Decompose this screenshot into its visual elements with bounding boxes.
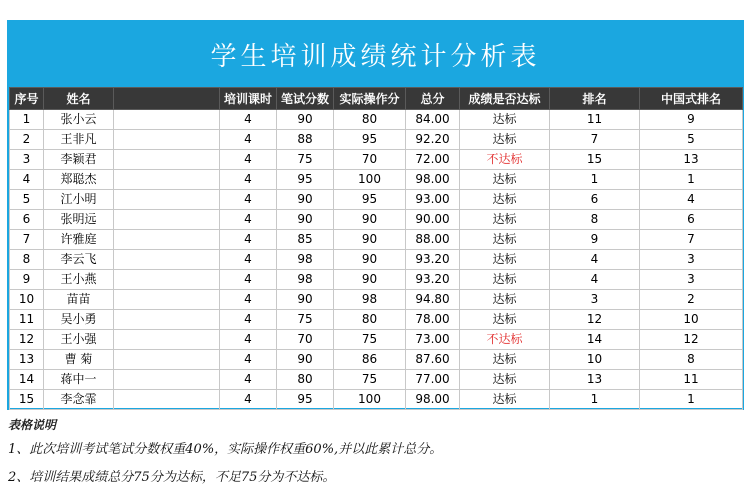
cell-rank: 6 <box>550 190 640 210</box>
cell-cn-rank: 7 <box>640 230 743 250</box>
cell-status: 不达标 <box>460 150 550 170</box>
cell-written: 98 <box>277 270 334 290</box>
cell-cn-rank: 10 <box>640 310 743 330</box>
cell-no: 9 <box>10 270 44 290</box>
cell-practical: 98 <box>334 290 406 310</box>
cell-name: 吴小勇 <box>44 310 114 330</box>
cell-blank <box>114 250 220 270</box>
cell-hours: 4 <box>220 390 277 410</box>
cell-rank: 7 <box>550 130 640 150</box>
cell-no: 8 <box>10 250 44 270</box>
cell-blank <box>114 350 220 370</box>
cell-rank: 4 <box>550 270 640 290</box>
cell-hours: 4 <box>220 210 277 230</box>
cell-no: 15 <box>10 390 44 410</box>
cell-cn-rank: 5 <box>640 130 743 150</box>
cell-status: 达标 <box>460 250 550 270</box>
cell-blank <box>114 230 220 250</box>
cell-practical: 90 <box>334 230 406 250</box>
cell-status: 达标 <box>460 370 550 390</box>
header-no: 序号 <box>10 88 44 110</box>
table-row <box>10 130 743 150</box>
cell-blank <box>114 150 220 170</box>
cell-blank <box>114 270 220 290</box>
cell-hours: 4 <box>220 270 277 290</box>
cell-written: 90 <box>277 350 334 370</box>
cell-total: 78.00 <box>406 310 460 330</box>
header-cn-rank: 中国式排名 <box>640 88 743 110</box>
cell-no: 1 <box>10 110 44 130</box>
cell-blank <box>114 390 220 410</box>
cell-total: 84.00 <box>406 110 460 130</box>
table-row <box>10 170 743 190</box>
table-row <box>10 270 743 290</box>
cell-name: 苗苗 <box>44 290 114 310</box>
cell-written: 75 <box>277 310 334 330</box>
header-name: 姓名 <box>44 88 114 110</box>
header-written: 笔试分数 <box>277 88 334 110</box>
header-practical: 实际操作分 <box>334 88 406 110</box>
cell-rank: 11 <box>550 110 640 130</box>
cell-total: 92.20 <box>406 130 460 150</box>
cell-total: 93.00 <box>406 190 460 210</box>
cell-name: 张明远 <box>44 210 114 230</box>
cell-practical: 90 <box>334 270 406 290</box>
cell-cn-rank: 6 <box>640 210 743 230</box>
cell-rank: 9 <box>550 230 640 250</box>
cell-hours: 4 <box>220 310 277 330</box>
cell-practical: 80 <box>334 110 406 130</box>
cell-rank: 8 <box>550 210 640 230</box>
cell-practical: 75 <box>334 330 406 350</box>
cell-practical: 90 <box>334 210 406 230</box>
cell-no: 6 <box>10 210 44 230</box>
header-rank: 排名 <box>550 88 640 110</box>
cell-cn-rank: 2 <box>640 290 743 310</box>
cell-hours: 4 <box>220 250 277 270</box>
cell-hours: 4 <box>220 150 277 170</box>
cell-practical: 86 <box>334 350 406 370</box>
cell-total: 87.60 <box>406 350 460 370</box>
cell-practical: 100 <box>334 390 406 410</box>
cell-no: 14 <box>10 370 44 390</box>
cell-rank: 4 <box>550 250 640 270</box>
cell-name: 王非凡 <box>44 130 114 150</box>
cell-status: 达标 <box>460 130 550 150</box>
cell-cn-rank: 9 <box>640 110 743 130</box>
cell-practical: 90 <box>334 250 406 270</box>
cell-written: 85 <box>277 230 334 250</box>
table-row <box>10 350 743 370</box>
cell-blank <box>114 170 220 190</box>
cell-no: 7 <box>10 230 44 250</box>
cell-no: 10 <box>10 290 44 310</box>
cell-written: 98 <box>277 250 334 270</box>
cell-written: 90 <box>277 190 334 210</box>
cell-written: 75 <box>277 150 334 170</box>
cell-total: 88.00 <box>406 230 460 250</box>
cell-status: 达标 <box>460 310 550 330</box>
cell-status: 达标 <box>460 350 550 370</box>
cell-name: 王小强 <box>44 330 114 350</box>
cell-total: 93.20 <box>406 270 460 290</box>
cell-cn-rank: 1 <box>640 170 743 190</box>
cell-name: 郑聪杰 <box>44 170 114 190</box>
cell-blank <box>114 330 220 350</box>
cell-total: 90.00 <box>406 210 460 230</box>
notes-title: 表格说明 <box>8 418 57 432</box>
table-row <box>10 110 743 130</box>
cell-rank: 1 <box>550 170 640 190</box>
table-row <box>10 290 743 310</box>
cell-cn-rank: 3 <box>640 250 743 270</box>
cell-written: 95 <box>277 390 334 410</box>
cell-name: 李云飞 <box>44 250 114 270</box>
cell-hours: 4 <box>220 350 277 370</box>
cell-total: 93.20 <box>406 250 460 270</box>
cell-written: 95 <box>277 170 334 190</box>
cell-rank: 3 <box>550 290 640 310</box>
cell-name: 李念霏 <box>44 390 114 410</box>
cell-hours: 4 <box>220 230 277 250</box>
table-row <box>10 150 743 170</box>
cell-rank: 14 <box>550 330 640 350</box>
header-blank <box>114 88 220 110</box>
cell-written: 90 <box>277 210 334 230</box>
cell-rank: 13 <box>550 370 640 390</box>
cell-status: 达标 <box>460 190 550 210</box>
cell-status: 达标 <box>460 110 550 130</box>
cell-no: 4 <box>10 170 44 190</box>
cell-written: 80 <box>277 370 334 390</box>
cell-total: 77.00 <box>406 370 460 390</box>
cell-total: 94.80 <box>406 290 460 310</box>
cell-status: 达标 <box>460 390 550 410</box>
cell-name: 李颖君 <box>44 150 114 170</box>
table-row <box>10 390 743 410</box>
cell-no: 2 <box>10 130 44 150</box>
cell-hours: 4 <box>220 290 277 310</box>
table-row <box>10 190 743 210</box>
cell-practical: 95 <box>334 190 406 210</box>
cell-total: 73.00 <box>406 330 460 350</box>
cell-status: 达标 <box>460 210 550 230</box>
cell-status: 达标 <box>460 270 550 290</box>
cell-name: 张小云 <box>44 110 114 130</box>
cell-hours: 4 <box>220 370 277 390</box>
cell-hours: 4 <box>220 330 277 350</box>
title-band <box>9 22 742 87</box>
table-row <box>10 310 743 330</box>
table-row <box>10 330 743 350</box>
cell-cn-rank: 4 <box>640 190 743 210</box>
cell-practical: 75 <box>334 370 406 390</box>
cell-status: 达标 <box>460 290 550 310</box>
cell-practical: 95 <box>334 130 406 150</box>
table-row <box>10 230 743 250</box>
cell-written: 90 <box>277 290 334 310</box>
table-body <box>10 110 743 410</box>
cell-written: 90 <box>277 110 334 130</box>
cell-name: 江小明 <box>44 190 114 210</box>
cell-cn-rank: 3 <box>640 270 743 290</box>
cell-status: 达标 <box>460 230 550 250</box>
cell-cn-rank: 11 <box>640 370 743 390</box>
cell-name: 曹 菊 <box>44 350 114 370</box>
score-table <box>9 87 743 410</box>
notes-section <box>8 414 738 492</box>
cell-blank <box>114 290 220 310</box>
cell-name: 蒋中一 <box>44 370 114 390</box>
header-hours: 培训课时 <box>220 88 277 110</box>
cell-rank: 12 <box>550 310 640 330</box>
cell-hours: 4 <box>220 170 277 190</box>
header-status: 成绩是否达标 <box>460 88 550 110</box>
cell-rank: 15 <box>550 150 640 170</box>
cell-name: 王小燕 <box>44 270 114 290</box>
page-title: 学生培训成绩统计分析表 <box>210 42 541 72</box>
cell-total: 98.00 <box>406 390 460 410</box>
cell-status: 不达标 <box>460 330 550 350</box>
cell-written: 88 <box>277 130 334 150</box>
cell-no: 12 <box>10 330 44 350</box>
cell-blank <box>114 370 220 390</box>
cell-blank <box>114 210 220 230</box>
cell-cn-rank: 8 <box>640 350 743 370</box>
table-row <box>10 370 743 390</box>
cell-blank <box>114 310 220 330</box>
note-1: 1、此次培训考试笔试分数权重40%，实际操作权重60%,并以此累计总分。 <box>8 442 443 457</box>
header-total: 总分 <box>406 88 460 110</box>
cell-blank <box>114 110 220 130</box>
cell-cn-rank: 1 <box>640 390 743 410</box>
cell-practical: 100 <box>334 170 406 190</box>
cell-total: 98.00 <box>406 170 460 190</box>
header-row <box>10 88 743 110</box>
cell-hours: 4 <box>220 190 277 210</box>
cell-cn-rank: 13 <box>640 150 743 170</box>
cell-no: 13 <box>10 350 44 370</box>
cell-no: 11 <box>10 310 44 330</box>
cell-blank <box>114 190 220 210</box>
table-frame <box>7 20 744 410</box>
cell-cn-rank: 12 <box>640 330 743 350</box>
table-row <box>10 250 743 270</box>
cell-hours: 4 <box>220 130 277 150</box>
cell-rank: 10 <box>550 350 640 370</box>
cell-status: 达标 <box>460 170 550 190</box>
note-2: 2、培训结果成绩总分75分为达标，不足75分为不达标。 <box>8 470 336 485</box>
cell-written: 70 <box>277 330 334 350</box>
cell-name: 许雅庭 <box>44 230 114 250</box>
cell-blank <box>114 130 220 150</box>
cell-total: 72.00 <box>406 150 460 170</box>
table-row <box>10 210 743 230</box>
cell-rank: 1 <box>550 390 640 410</box>
cell-no: 5 <box>10 190 44 210</box>
cell-practical: 80 <box>334 310 406 330</box>
cell-hours: 4 <box>220 110 277 130</box>
cell-practical: 70 <box>334 150 406 170</box>
cell-no: 3 <box>10 150 44 170</box>
